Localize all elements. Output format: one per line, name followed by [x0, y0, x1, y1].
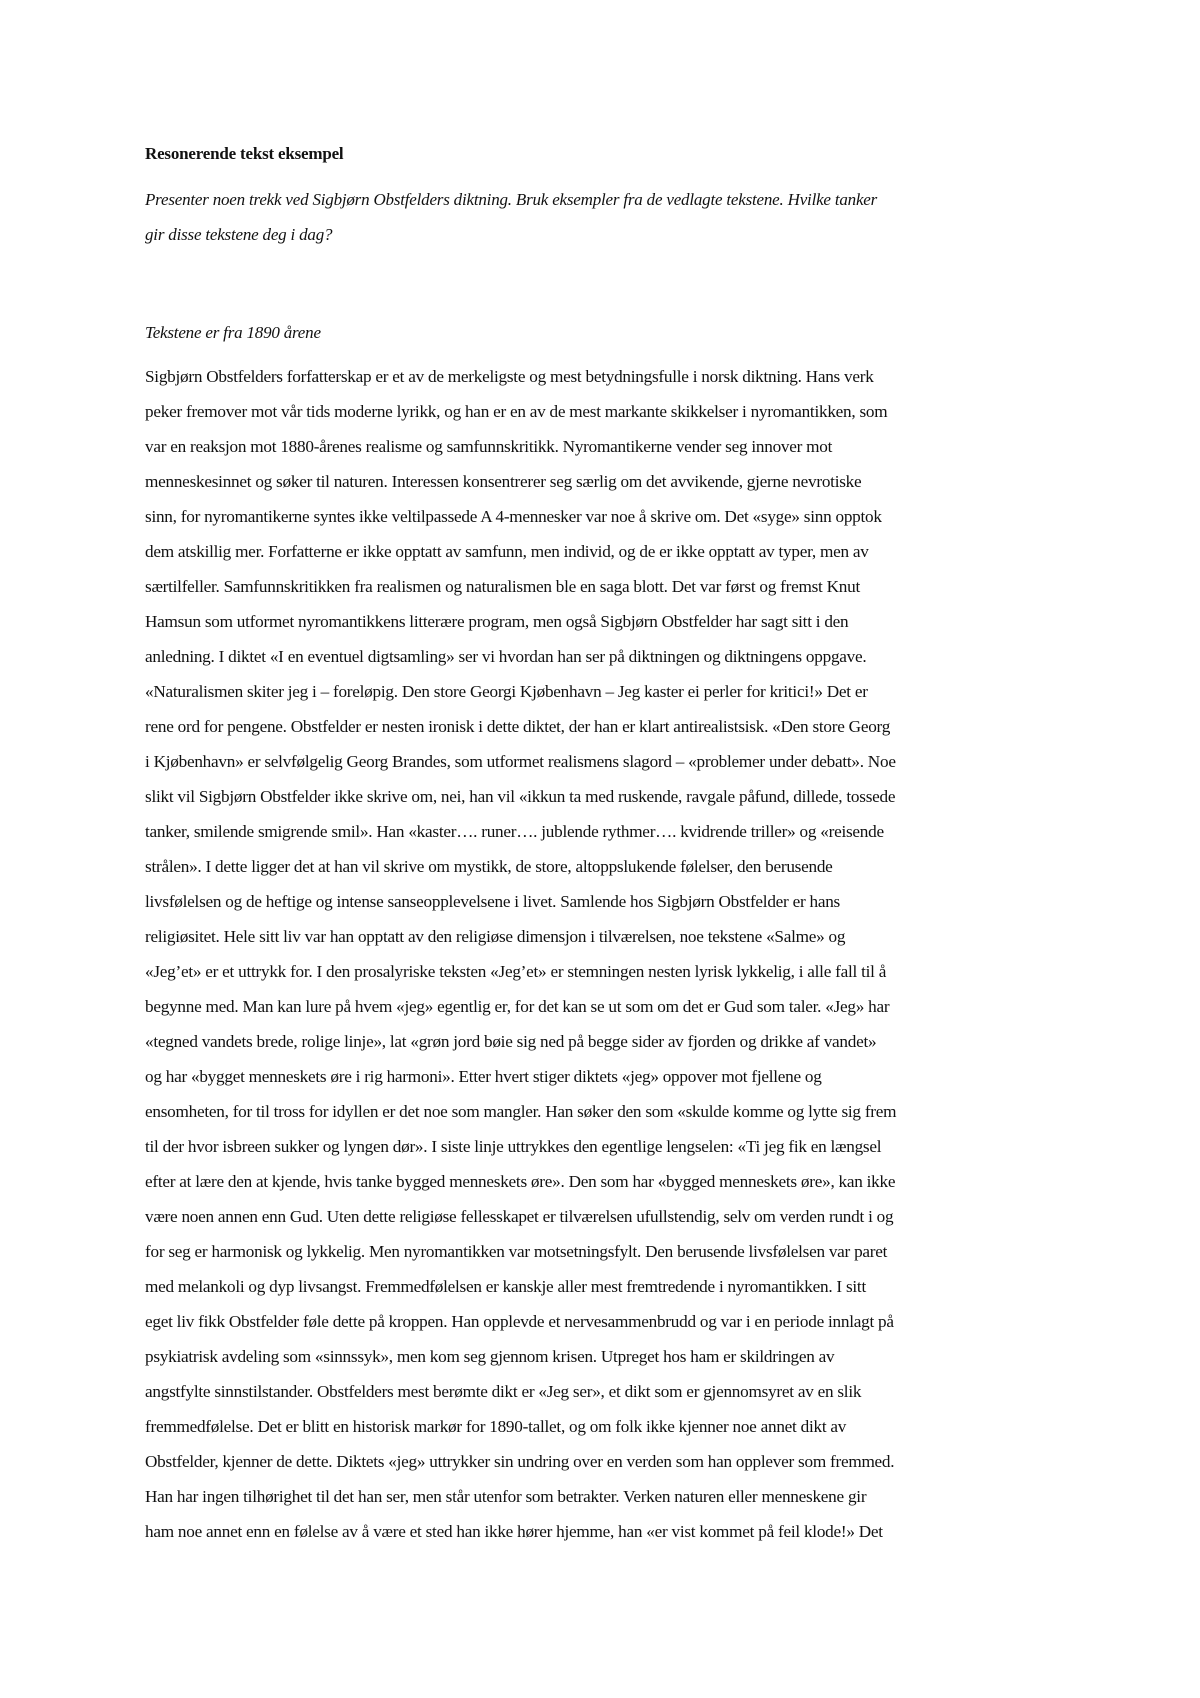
body-line: peker fremover mot vår tids moderne lyrikk, og han er en av de mest markante skikkelser i nyromantikken, som: [145, 402, 888, 421]
body-line: rene ord for pengene. Obstfelder er nesten ironisk i dette diktet, der han er klart antirealistsisk. «Den store Georg: [145, 717, 891, 736]
task-line: Presenter noen trekk ved Sigbjørn Obstfelders diktning. Bruk eksempler fra de vedlagte tekstene. Hvilke tanker: [145, 190, 878, 209]
body-line: religiøsitet. Hele sitt liv var han opptatt av den religiøse dimensjon i tilværelsen, noe tekstene «Salme» og: [145, 927, 846, 946]
body-line: Han har ingen tilhørighet til det han ser, men står utenfor som betrakter. Verken naturen eller menneskene gir: [145, 1487, 867, 1506]
body-line: angstfylte sinnstilstander. Obstfelders mest berømte dikt er «Jeg ser», et dikt som er gjennomsyret av en slik: [145, 1382, 862, 1401]
body-line: efter at lære den at kjende, hvis tanke bygged menneskets øre». Den som har «bygged menneskets øre», kan ikke: [145, 1172, 896, 1191]
body-line: begynne med. Man kan lure på hvem «jeg» egentlig er, for det kan se ut som om det er Gud som taler. «Jeg» har: [145, 997, 890, 1016]
section-subheading: Tekstene er fra 1890 årene: [145, 323, 321, 342]
body-line: sinn, for nyromantikerne syntes ikke veltilpassede A 4-mennesker var noe å skrive om. Det «syge» sinn opptok: [145, 507, 882, 526]
body-line: ham noe annet enn en følelse av å være et sted han ikke hører hjemme, han «er vist kommet på feil klode!» Det: [145, 1522, 883, 1541]
body-line: Obstfelder, kjenner de dette. Diktets «jeg» uttrykker sin undring over en verden som han opplever som fremmed.: [145, 1452, 895, 1471]
body-line: for seg er harmonisk og lykkelig. Men nyromantikken var motsetningsfylt. Den berusende livsfølelsen var paret: [145, 1242, 888, 1261]
body-line: var en reaksjon mot 1880-årenes realisme og samfunnskritikk. Nyromantikerne vender seg innover mot: [145, 437, 833, 456]
body-paragraph: [145, 359, 1075, 1549]
task-line: gir disse tekstene deg i dag?: [145, 225, 333, 244]
body-line: med melankoli og dyp livsangst. Fremmedfølelsen er kanskje aller mest fremtredende i nyromantikken. I sitt: [145, 1277, 866, 1296]
body-line: strålen». I dette ligger det at han vil skrive om mystikk, de store, altoppslukende følelser, den berusende: [145, 857, 833, 876]
body-line: og har «bygget menneskets øre i rig harmoni». Etter hvert stiger diktets «jeg» oppover mot fjellene og: [145, 1067, 822, 1086]
body-line: menneskesinnet og søker til naturen. Interessen konsentrerer seg særlig om det avvikende, gjerne nevrotiske: [145, 472, 862, 491]
body-line: «tegned vandets brede, rolige linje», lat «grøn jord bøie sig ned på begge sider av fjorden og drikke af vandet»: [145, 1032, 877, 1051]
body-line: være noen annen enn Gud. Uten dette religiøse fellesskapet er tilværelsen ufullstendig, selv om verden rundt i og: [145, 1207, 894, 1226]
body-line: til der hvor isbreen sukker og lyngen dør». I siste linje uttrykkes den egentlige lengselen: «Ti jeg fik en længsel: [145, 1137, 882, 1156]
body-line: «Naturalismen skiter jeg i – foreløpig. Den store Georgi Kjøbenhavn – Jeg kaster ei perler for kritici!» Det er: [145, 682, 868, 701]
document-page: [145, 142, 1065, 1549]
body-line: særtilfeller. Samfunnskritikken fra realismen og naturalismen ble en saga blott. Det var først og fremst Knut: [145, 577, 860, 596]
body-line: psykiatrisk avdeling som «sinnssyk», men kom seg gjennom krisen. Utpreget hos ham er skildringen av: [145, 1347, 835, 1366]
body-line: tanker, smilende smigrende smil». Han «kaster…. runer…. jublende rythmer…. kvidrende triller» og «reisende: [145, 822, 884, 841]
body-line: anledning. I diktet «I en eventuel digtsamling» ser vi hvordan han ser på diktningen og diktningens oppgave.: [145, 647, 867, 666]
task-prompt: [145, 182, 1065, 252]
document-heading: Resonerende tekst eksempel: [145, 144, 344, 163]
body-line: «Jeg’et» er et uttrykk for. I den prosalyriske teksten «Jeg’et» er stemningen nesten lyrisk lykkelig, i alle fall til å: [145, 962, 887, 981]
body-line: i Kjøbenhavn» er selvfølgelig Georg Brandes, som utformet realismens slagord – «problemer under debatt». Noe: [145, 752, 896, 771]
body-line: Hamsun som utformet nyromantikkens litterære program, men også Sigbjørn Obstfelder har sagt sitt i den: [145, 612, 849, 631]
body-line: fremmedfølelse. Det er blitt en historisk markør for 1890-tallet, og om folk ikke kjenner noe annet dikt av: [145, 1417, 847, 1436]
body-line: eget liv fikk Obstfelder føle dette på kroppen. Han opplevde et nervesammenbrudd og var i en periode innlagt på: [145, 1312, 894, 1331]
body-line: slikt vil Sigbjørn Obstfelder ikke skrive om, nei, han vil «ikkun ta med ruskende, ravgale påfund, dillede, tossede: [145, 787, 896, 806]
body-line: Sigbjørn Obstfelders forfatterskap er et av de merkeligste og mest betydningsfulle i norsk diktning. Hans verk: [145, 367, 874, 386]
body-line: dem atskillig mer. Forfatterne er ikke opptatt av samfunn, men individ, og de er ikke opptatt av typer, men av: [145, 542, 869, 561]
body-line: ensomheten, for til tross for idyllen er det noe som mangler. Han søker den som «skulde komme og lytte sig frem: [145, 1102, 897, 1121]
body-line: livsfølelsen og de heftige og intense sanseopplevelsene i livet. Samlende hos Sigbjørn Obstfelder er hans: [145, 892, 840, 911]
